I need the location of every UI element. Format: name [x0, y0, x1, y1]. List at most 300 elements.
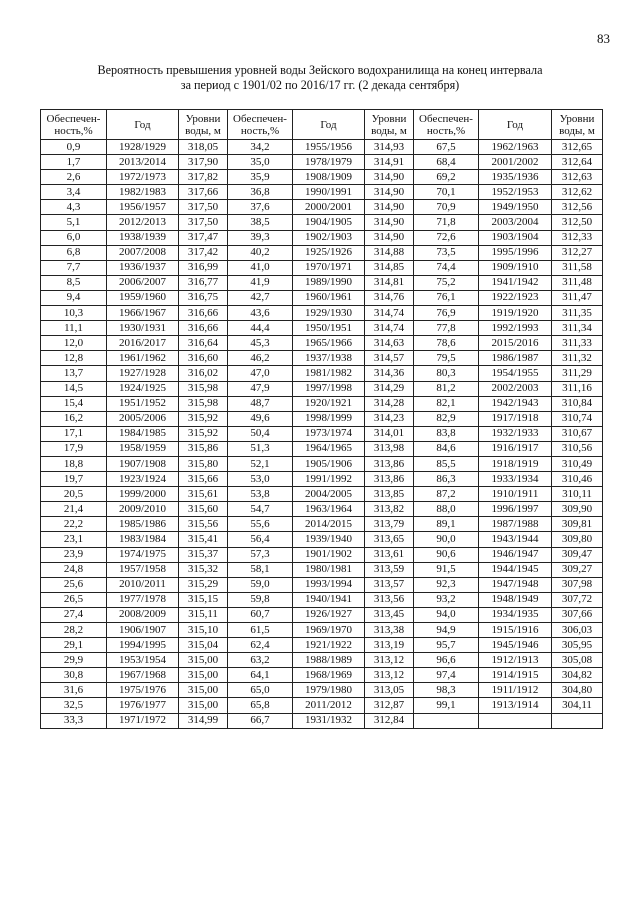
cell-water-level: 314,91 — [365, 155, 414, 170]
cell-probability: 97,4 — [414, 668, 479, 683]
cell-probability: 87,2 — [414, 487, 479, 502]
cell-water-level: 307,66 — [552, 607, 603, 622]
table-row — [41, 638, 603, 653]
table-row — [41, 336, 603, 351]
table-row — [41, 321, 603, 336]
cell-probability: 94,9 — [414, 623, 479, 638]
cell-year: 2007/2008 — [107, 245, 179, 260]
cell-water-level: 310,74 — [552, 411, 603, 426]
table-row — [41, 607, 603, 622]
cell-water-level: 317,82 — [179, 170, 228, 185]
cell-water-level: 314,90 — [365, 185, 414, 200]
cell-water-level: 316,75 — [179, 290, 228, 305]
cell-probability: 54,7 — [228, 502, 293, 517]
table-row — [41, 290, 603, 305]
cell-water-level: 314,74 — [365, 321, 414, 336]
cell-year: 1976/1977 — [107, 698, 179, 713]
cell-water-level: 313,12 — [365, 668, 414, 683]
cell-probability: 35,9 — [228, 170, 293, 185]
cell-water-level: 315,00 — [179, 683, 228, 698]
cell-year: 1963/1964 — [293, 502, 365, 517]
cell-probability: 73,5 — [414, 245, 479, 260]
cell-probability: 53,8 — [228, 487, 293, 502]
cell-probability: 68,4 — [414, 155, 479, 170]
cell-year: 1969/1970 — [293, 623, 365, 638]
cell-year: 1924/1925 — [107, 381, 179, 396]
cell-water-level: 309,81 — [552, 517, 603, 532]
cell-year: 2008/2009 — [107, 607, 179, 622]
cell-water-level: 313,45 — [365, 607, 414, 622]
cell-probability: 14,5 — [41, 381, 107, 396]
cell-water-level: 315,00 — [179, 668, 228, 683]
cell-probability: 56,4 — [228, 532, 293, 547]
table-row — [41, 592, 603, 607]
table-row — [41, 456, 603, 471]
cell-water-level: 313,98 — [365, 441, 414, 456]
cell-probability: 93,2 — [414, 592, 479, 607]
cell-water-level: 315,80 — [179, 456, 228, 471]
cell-water-level: 314,29 — [365, 381, 414, 396]
cell-water-level: 317,50 — [179, 215, 228, 230]
cell-year: 1973/1974 — [293, 426, 365, 441]
cell-probability: 99,1 — [414, 698, 479, 713]
cell-probability: 39,3 — [228, 230, 293, 245]
cell-year: 1906/1907 — [107, 623, 179, 638]
cell-water-level: 317,47 — [179, 230, 228, 245]
cell-water-level: 314,99 — [179, 713, 228, 728]
cell-probability: 83,8 — [414, 426, 479, 441]
cell-probability: 50,4 — [228, 426, 293, 441]
cell-year: 1956/1957 — [107, 200, 179, 215]
cell-water-level: 311,29 — [552, 366, 603, 381]
cell-water-level — [552, 713, 603, 728]
cell-year: 1915/1916 — [479, 623, 552, 638]
cell-year: 1939/1940 — [293, 532, 365, 547]
cell-year: 1975/1976 — [107, 683, 179, 698]
cell-year: 1942/1943 — [479, 396, 552, 411]
cell-probability: 82,1 — [414, 396, 479, 411]
header-line: Уровни — [371, 112, 407, 125]
cell-probability: 78,6 — [414, 336, 479, 351]
cell-water-level: 310,84 — [552, 396, 603, 411]
cell-water-level: 310,56 — [552, 441, 603, 456]
cell-year: 1954/1955 — [479, 366, 552, 381]
cell-water-level: 311,32 — [552, 351, 603, 366]
cell-probability: 2,6 — [41, 170, 107, 185]
cell-water-level: 312,62 — [552, 185, 603, 200]
cell-water-level: 309,80 — [552, 532, 603, 547]
cell-year: 1903/1904 — [479, 230, 552, 245]
cell-year — [479, 713, 552, 728]
cell-year: 1907/1908 — [107, 456, 179, 471]
cell-water-level: 314,90 — [365, 230, 414, 245]
cell-year: 1912/1913 — [479, 653, 552, 668]
cell-year: 1946/1947 — [479, 547, 552, 562]
cell-probability: 46,2 — [228, 351, 293, 366]
cell-year: 1950/1951 — [293, 321, 365, 336]
cell-year: 1994/1995 — [107, 638, 179, 653]
table-header-row — [41, 110, 603, 140]
cell-probability: 81,2 — [414, 381, 479, 396]
cell-year: 1988/1989 — [293, 653, 365, 668]
cell-year: 1964/1965 — [293, 441, 365, 456]
table-row — [41, 260, 603, 275]
cell-water-level: 316,66 — [179, 321, 228, 336]
cell-year: 1990/1991 — [293, 185, 365, 200]
header-line: ность,% — [426, 124, 466, 137]
cell-water-level: 315,11 — [179, 607, 228, 622]
header-line: воды, м — [559, 124, 595, 137]
cell-water-level: 306,03 — [552, 623, 603, 638]
cell-water-level: 314,63 — [365, 336, 414, 351]
cell-probability: 82,9 — [414, 411, 479, 426]
cell-year: 1989/1990 — [293, 275, 365, 290]
cell-year: 1997/1998 — [293, 381, 365, 396]
cell-year: 1940/1941 — [293, 592, 365, 607]
header-line: воды, м — [185, 124, 221, 137]
header-line: ность,% — [240, 124, 280, 137]
table-row — [41, 713, 603, 728]
table-row — [41, 411, 603, 426]
cell-probability: 79,5 — [414, 351, 479, 366]
water-level-table — [40, 109, 603, 729]
cell-year: 2010/2011 — [107, 577, 179, 592]
header-line: Обеспечен- — [419, 112, 473, 125]
cell-water-level: 315,86 — [179, 441, 228, 456]
cell-probability: 28,2 — [41, 623, 107, 638]
cell-year: 1909/1910 — [479, 260, 552, 275]
cell-year: 1921/1922 — [293, 638, 365, 653]
cell-probability: 12,0 — [41, 336, 107, 351]
cell-water-level: 314,74 — [365, 306, 414, 321]
cell-water-level: 309,27 — [552, 562, 603, 577]
cell-year: 1905/1906 — [293, 456, 365, 471]
cell-water-level: 314,85 — [365, 260, 414, 275]
cell-probability: 94,0 — [414, 607, 479, 622]
cell-water-level: 315,29 — [179, 577, 228, 592]
cell-water-level: 313,61 — [365, 547, 414, 562]
cell-year: 2004/2005 — [293, 487, 365, 502]
cell-water-level: 314,81 — [365, 275, 414, 290]
cell-year: 1959/1960 — [107, 290, 179, 305]
table-row — [41, 683, 603, 698]
cell-water-level: 313,05 — [365, 683, 414, 698]
header-line: Уровни — [559, 112, 595, 125]
cell-water-level: 318,05 — [179, 140, 228, 155]
cell-water-level: 315,92 — [179, 426, 228, 441]
cell-year: 1949/1950 — [479, 200, 552, 215]
cell-water-level: 314,23 — [365, 411, 414, 426]
cell-probability: 10,3 — [41, 306, 107, 321]
cell-water-level: 315,61 — [179, 487, 228, 502]
cell-water-level: 313,59 — [365, 562, 414, 577]
cell-probability: 11,1 — [41, 321, 107, 336]
cell-probability: 76,9 — [414, 306, 479, 321]
cell-probability: 49,6 — [228, 411, 293, 426]
column-header-year — [479, 110, 552, 140]
cell-probability: 12,8 — [41, 351, 107, 366]
cell-year: 1980/1981 — [293, 562, 365, 577]
cell-water-level: 315,60 — [179, 502, 228, 517]
cell-year: 1960/1961 — [293, 290, 365, 305]
cell-year: 1979/1980 — [293, 683, 365, 698]
cell-probability: 42,7 — [228, 290, 293, 305]
cell-probability: 95,7 — [414, 638, 479, 653]
cell-year: 1945/1946 — [479, 638, 552, 653]
column-header-water-level — [552, 110, 603, 140]
cell-water-level: 316,77 — [179, 275, 228, 290]
cell-probability: 43,6 — [228, 306, 293, 321]
cell-year: 1926/1927 — [293, 607, 365, 622]
cell-year: 1991/1992 — [293, 472, 365, 487]
cell-year: 1999/2000 — [107, 487, 179, 502]
cell-probability: 27,4 — [41, 607, 107, 622]
table-row — [41, 200, 603, 215]
table-row — [41, 155, 603, 170]
cell-water-level: 311,47 — [552, 290, 603, 305]
table-row — [41, 547, 603, 562]
cell-year: 1981/1982 — [293, 366, 365, 381]
cell-year: 1914/1915 — [479, 668, 552, 683]
cell-probability: 59,8 — [228, 592, 293, 607]
cell-probability: 29,1 — [41, 638, 107, 653]
cell-year: 1962/1963 — [479, 140, 552, 155]
cell-probability: 7,7 — [41, 260, 107, 275]
header-line: ность,% — [54, 124, 93, 137]
cell-year: 1932/1933 — [479, 426, 552, 441]
cell-water-level: 312,56 — [552, 200, 603, 215]
cell-probability: 52,1 — [228, 456, 293, 471]
cell-water-level: 314,88 — [365, 245, 414, 260]
cell-water-level: 309,90 — [552, 502, 603, 517]
cell-water-level: 314,01 — [365, 426, 414, 441]
cell-year: 1968/1969 — [293, 668, 365, 683]
cell-year: 1941/1942 — [479, 275, 552, 290]
cell-year: 1985/1986 — [107, 517, 179, 532]
cell-probability: 19,7 — [41, 472, 107, 487]
table-row — [41, 668, 603, 683]
cell-water-level: 304,80 — [552, 683, 603, 698]
cell-water-level: 313,65 — [365, 532, 414, 547]
cell-year: 2012/2013 — [107, 215, 179, 230]
header-line: Год — [506, 118, 524, 131]
cell-year: 1966/1967 — [107, 306, 179, 321]
cell-year: 1927/1928 — [107, 366, 179, 381]
cell-water-level: 315,00 — [179, 698, 228, 713]
cell-water-level: 313,19 — [365, 638, 414, 653]
cell-year: 1931/1932 — [293, 713, 365, 728]
cell-probability: 72,6 — [414, 230, 479, 245]
cell-probability: 84,6 — [414, 441, 479, 456]
cell-probability: 67,5 — [414, 140, 479, 155]
cell-probability: 34,2 — [228, 140, 293, 155]
header-line: Год — [134, 118, 151, 131]
cell-water-level: 313,86 — [365, 456, 414, 471]
table-row — [41, 532, 603, 547]
cell-probability: 70,9 — [414, 200, 479, 215]
cell-probability: 90,6 — [414, 547, 479, 562]
cell-year: 1920/1921 — [293, 396, 365, 411]
title-line-2: за период с 1901/02 по 2016/17 гг. (2 декада сентября) — [180, 78, 460, 92]
cell-water-level: 315,37 — [179, 547, 228, 562]
cell-probability: 6,0 — [41, 230, 107, 245]
cell-water-level: 314,57 — [365, 351, 414, 366]
cell-year: 1933/1934 — [479, 472, 552, 487]
cell-water-level: 312,65 — [552, 140, 603, 155]
title-line-1: Вероятность превышения уровней воды Зейского водохранилища на конец интервала — [97, 63, 543, 77]
cell-probability: 69,2 — [414, 170, 479, 185]
cell-probability: 60,7 — [228, 607, 293, 622]
cell-probability: 20,5 — [41, 487, 107, 502]
cell-probability: 80,3 — [414, 366, 479, 381]
table-row — [41, 230, 603, 245]
cell-year: 1908/1909 — [293, 170, 365, 185]
cell-year: 1918/1919 — [479, 456, 552, 471]
header-line: Обеспечен- — [46, 112, 101, 125]
table-row — [41, 487, 603, 502]
cell-year: 2009/2010 — [107, 502, 179, 517]
cell-year: 1961/1962 — [107, 351, 179, 366]
table-row — [41, 140, 603, 155]
cell-water-level: 311,48 — [552, 275, 603, 290]
cell-year: 1978/1979 — [293, 155, 365, 170]
cell-water-level: 312,50 — [552, 215, 603, 230]
table-row — [41, 577, 603, 592]
table-row — [41, 245, 603, 260]
cell-water-level: 312,87 — [365, 698, 414, 713]
cell-water-level: 304,11 — [552, 698, 603, 713]
cell-probability: 55,6 — [228, 517, 293, 532]
table-row — [41, 351, 603, 366]
cell-probability: 31,6 — [41, 683, 107, 698]
cell-probability: 9,4 — [41, 290, 107, 305]
cell-probability: 53,0 — [228, 472, 293, 487]
cell-year: 1967/1968 — [107, 668, 179, 683]
table-row — [41, 215, 603, 230]
cell-probability: 48,7 — [228, 396, 293, 411]
table-row — [41, 170, 603, 185]
header-line: Обеспечен- — [233, 112, 287, 125]
cell-probability: 62,4 — [228, 638, 293, 653]
cell-year: 1957/1958 — [107, 562, 179, 577]
cell-year: 1998/1999 — [293, 411, 365, 426]
cell-water-level: 315,98 — [179, 381, 228, 396]
cell-probability: 41,9 — [228, 275, 293, 290]
cell-probability: 35,0 — [228, 155, 293, 170]
cell-probability: 21,4 — [41, 502, 107, 517]
cell-water-level: 313,56 — [365, 592, 414, 607]
column-header-probability — [41, 110, 107, 140]
cell-year: 1901/1902 — [293, 547, 365, 562]
cell-water-level: 311,33 — [552, 336, 603, 351]
document-title — [60, 63, 580, 93]
cell-year: 1944/1945 — [479, 562, 552, 577]
table-row — [41, 426, 603, 441]
cell-probability: 64,1 — [228, 668, 293, 683]
cell-probability: 36,8 — [228, 185, 293, 200]
cell-water-level: 310,49 — [552, 456, 603, 471]
cell-probability: 65,0 — [228, 683, 293, 698]
table-row — [41, 441, 603, 456]
cell-year: 1937/1938 — [293, 351, 365, 366]
cell-water-level: 311,58 — [552, 260, 603, 275]
cell-year: 1953/1954 — [107, 653, 179, 668]
cell-year: 1911/1912 — [479, 683, 552, 698]
header-line: Год — [320, 118, 337, 131]
cell-water-level: 307,72 — [552, 592, 603, 607]
cell-probability: 3,4 — [41, 185, 107, 200]
cell-water-level: 307,98 — [552, 577, 603, 592]
table-body — [41, 140, 603, 729]
cell-probability: 26,5 — [41, 592, 107, 607]
table-row — [41, 517, 603, 532]
cell-probability: 59,0 — [228, 577, 293, 592]
cell-probability — [414, 713, 479, 728]
cell-year: 1996/1997 — [479, 502, 552, 517]
cell-water-level: 315,41 — [179, 532, 228, 547]
cell-water-level: 314,90 — [365, 170, 414, 185]
cell-water-level: 309,47 — [552, 547, 603, 562]
cell-water-level: 315,15 — [179, 592, 228, 607]
cell-probability: 13,7 — [41, 366, 107, 381]
cell-probability: 89,1 — [414, 517, 479, 532]
cell-year: 1902/1903 — [293, 230, 365, 245]
cell-probability: 88,0 — [414, 502, 479, 517]
cell-water-level: 314,90 — [365, 200, 414, 215]
cell-water-level: 313,38 — [365, 623, 414, 638]
cell-probability: 58,1 — [228, 562, 293, 577]
cell-year: 1910/1911 — [479, 487, 552, 502]
cell-water-level: 317,66 — [179, 185, 228, 200]
cell-probability: 33,3 — [41, 713, 107, 728]
cell-water-level: 315,32 — [179, 562, 228, 577]
cell-probability: 4,3 — [41, 200, 107, 215]
cell-year: 1951/1952 — [107, 396, 179, 411]
cell-year: 1955/1956 — [293, 140, 365, 155]
cell-probability: 51,3 — [228, 441, 293, 456]
cell-year: 2005/2006 — [107, 411, 179, 426]
cell-probability: 47,0 — [228, 366, 293, 381]
cell-probability: 18,8 — [41, 456, 107, 471]
cell-year: 1922/1923 — [479, 290, 552, 305]
cell-probability: 23,9 — [41, 547, 107, 562]
cell-year: 2014/2015 — [293, 517, 365, 532]
cell-probability: 45,3 — [228, 336, 293, 351]
cell-water-level: 317,50 — [179, 200, 228, 215]
cell-water-level: 304,82 — [552, 668, 603, 683]
table-row — [41, 653, 603, 668]
cell-year: 1936/1937 — [107, 260, 179, 275]
cell-year: 1965/1966 — [293, 336, 365, 351]
cell-year: 1958/1959 — [107, 441, 179, 456]
cell-probability: 6,8 — [41, 245, 107, 260]
cell-year: 1993/1994 — [293, 577, 365, 592]
cell-probability: 98,3 — [414, 683, 479, 698]
cell-year: 1948/1949 — [479, 592, 552, 607]
cell-year: 1934/1935 — [479, 607, 552, 622]
column-header-water-level — [365, 110, 414, 140]
cell-water-level: 305,95 — [552, 638, 603, 653]
cell-year: 1983/1984 — [107, 532, 179, 547]
cell-probability: 29,9 — [41, 653, 107, 668]
cell-water-level: 312,84 — [365, 713, 414, 728]
cell-probability: 0,9 — [41, 140, 107, 155]
cell-probability: 75,2 — [414, 275, 479, 290]
cell-probability: 17,1 — [41, 426, 107, 441]
cell-year: 1919/1920 — [479, 306, 552, 321]
cell-probability: 63,2 — [228, 653, 293, 668]
cell-probability: 74,4 — [414, 260, 479, 275]
